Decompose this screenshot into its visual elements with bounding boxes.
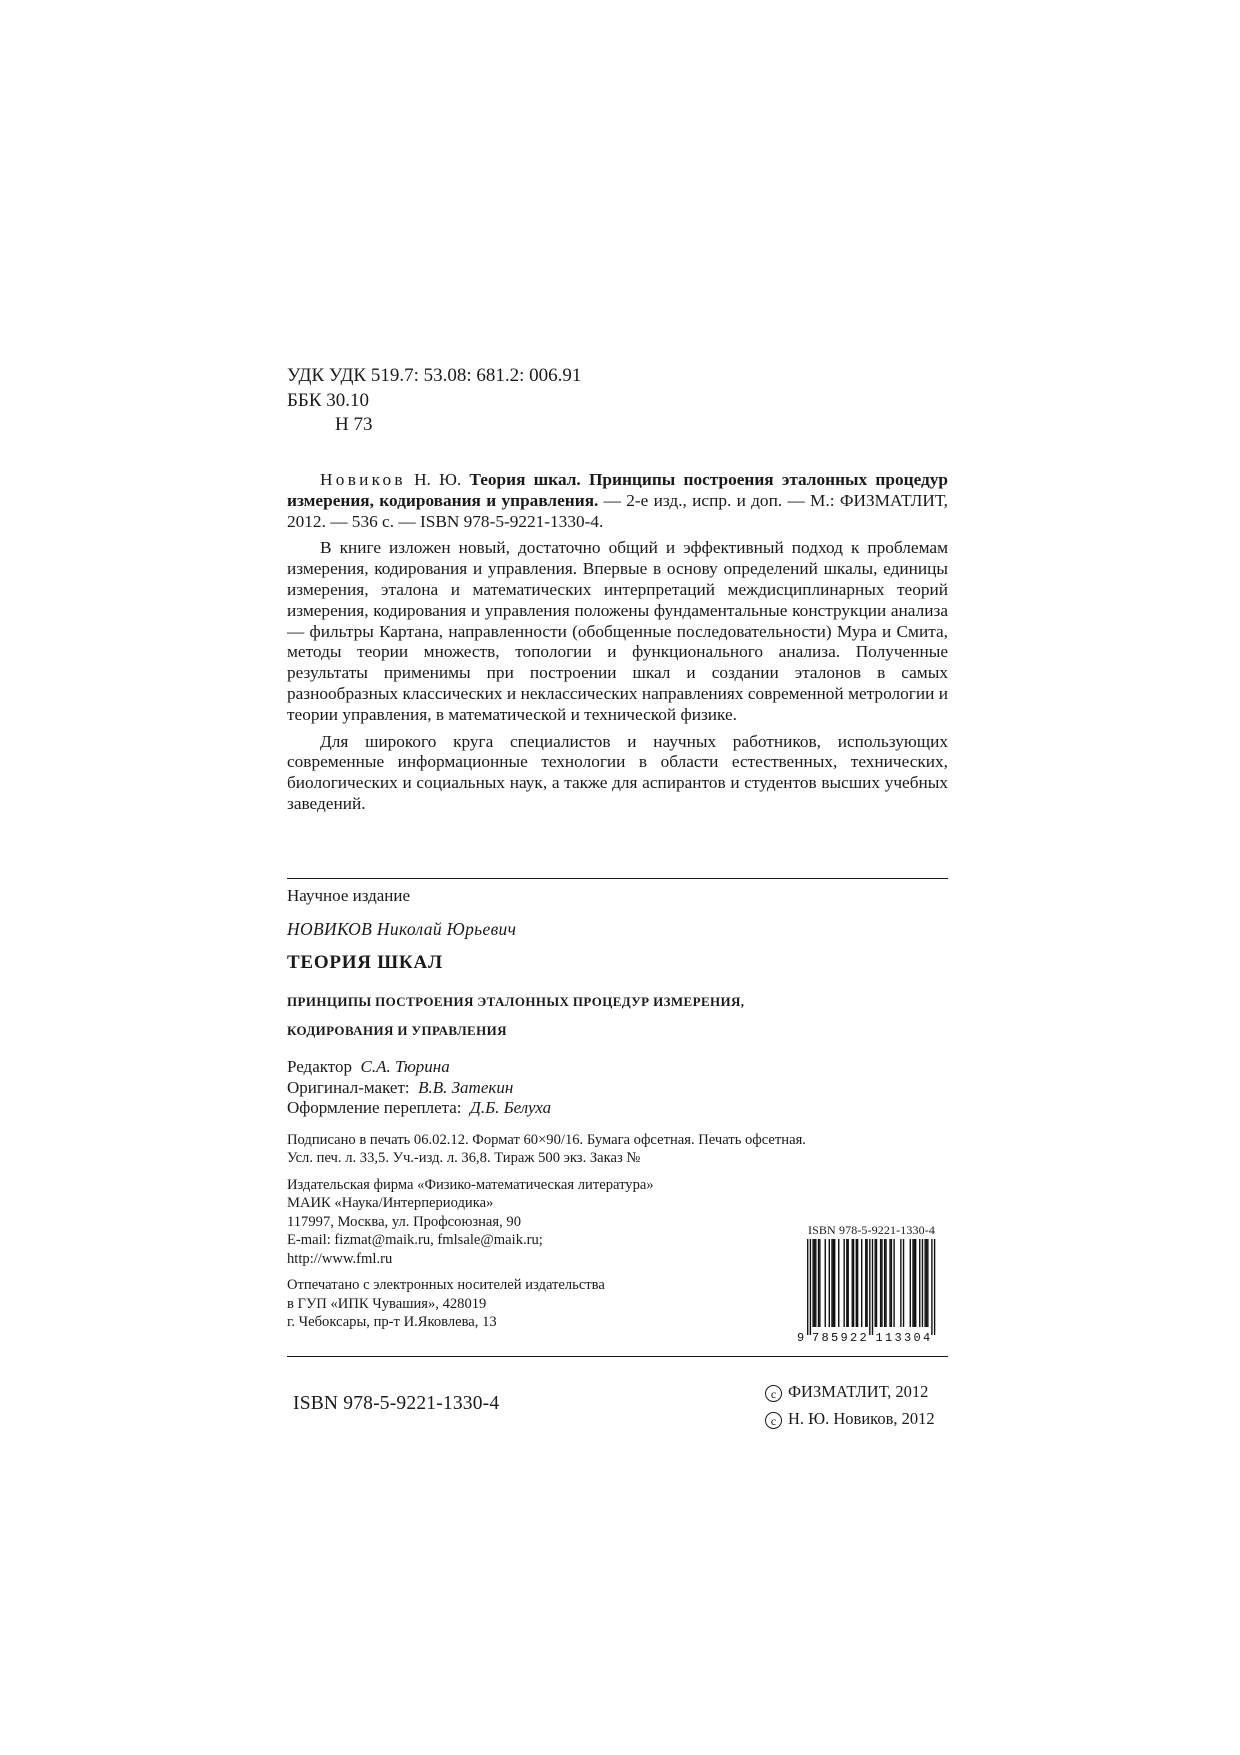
abstract-paragraph: В книге изложен новый, достаточно общий и эффективный подход к проблемам измерения, кодирования и управления. Впервые в основу определений шкалы, единицы измерения, эталона и математических интерпретаций междисциплинарных теорий измерения, кодирования и управления положены фундаментальные конструкции анализа — фильтры Картана, направленности (обобщенные последовательности) Мура и Смита, методы теории множеств, топологии и функционального анализа. Полученные результаты применимы при построении шкал и создании эталонов в самых разнообразных классических и неклассических направлениях современной метрологии и теории управления, в математической и технической физике. [287,538,948,724]
barcode-bar [848,1239,849,1327]
udk-code: УДК УДК 519.7: 53.08: 681.2: 006.91 [287,365,582,386]
copyright-publisher [765,1382,928,1402]
barcode-bar [825,1239,826,1327]
copyright-author [765,1409,935,1429]
barcode-bar [893,1239,894,1327]
print-info-line: Подписано в печать 06.02.12. Формат 60×90/16. Бумага офсетная. Печать офсетная. [287,1131,806,1148]
barcode-bar [884,1239,885,1327]
barcode-bars [795,1237,948,1347]
barcode-bar [876,1239,877,1327]
barcode-bar [934,1239,935,1335]
credit-role: Оформление переплета: [287,1098,462,1117]
barcode-bar [819,1239,820,1327]
citation-details: — 2-е изд., испр. и доп. — М.: ФИЗМАТЛИТ, 2012. — 536 с. — ISBN 978-5-9221-1330-4. [287,490,948,531]
barcode-digits-right: 113304 [875,1331,931,1345]
credit-person: С.А. Тюрина [360,1057,450,1076]
subtitle-line: КОДИРОВАНИЯ И УПРАВЛЕНИЯ [287,1023,507,1038]
barcode-bar [810,1239,811,1335]
barcode-bar [856,1239,857,1327]
barcode-bar [833,1239,834,1327]
barcode-bar [875,1239,876,1327]
imprint-subtitle [287,987,948,1045]
barcode-bar [912,1239,913,1327]
publisher-line: http://www.fml.ru [287,1250,393,1267]
printer-line: в ГУП «ИПК Чувашия», 428019 [287,1295,487,1312]
bbk-code: ББК 30.10 [287,389,369,411]
citation-title: Теория шкал. Принципы построения эталонных процедур измерения, кодирования и управления. [287,470,949,510]
barcode-bar [865,1239,866,1327]
barcode-bar [831,1239,832,1327]
citation-initials: Н. Ю. [405,470,470,489]
bottom-divider [287,1356,948,1357]
barcode-bar [846,1239,847,1327]
barcode-bar [931,1239,932,1335]
barcode-bar [812,1239,813,1327]
classification-codes [287,364,581,438]
barcode-bar [914,1239,915,1327]
barcode-bar [853,1239,854,1327]
printer-line: Отпечатано с электронных носителей издательства [287,1277,605,1293]
publisher-line: МАИК «Наука/Интерпериодика» [287,1195,494,1211]
copyright-icon: c [765,1412,782,1429]
credit-editor [287,1057,948,1078]
barcode-digits-left: 785922 [812,1331,867,1345]
barcode-bar [872,1239,873,1335]
credit-layout [287,1078,948,1099]
barcode-bar [903,1239,904,1327]
barcode-bar [869,1239,870,1335]
isbn-number: ISBN 978-5-9221-1330-4 [293,1393,500,1414]
subtitle-line: ПРИНЦИПЫ ПОСТРОЕНИЯ ЭТАЛОННЫХ ПРОЦЕДУР ИЗМЕРЕНИЯ, [287,994,745,1009]
barcode-isbn-label: ISBN 978-5-9221-1330-4 [808,1223,935,1237]
barcode-bar [866,1239,867,1327]
credit-person: В.В. Затекин [418,1077,514,1097]
author-name: Николай Юрьевич [376,919,517,939]
publisher-line: Издательская фирма «Физико-математическая литература» [287,1176,654,1193]
barcode-bar [881,1239,882,1327]
edition-kind: Научное издание [287,886,411,905]
isbn-barcode [795,1223,948,1348]
top-divider [287,878,948,879]
barcode-bar [843,1239,844,1327]
barcode-bar [815,1239,816,1327]
barcode-bar [818,1239,819,1327]
author-mark: Н 73 [335,414,373,435]
barcode-bar [814,1239,815,1327]
barcode-bar [861,1239,862,1327]
citation-author: Новиков [320,470,406,489]
barcode-bar [922,1239,923,1327]
printer-line: г. Чебоксары, пр-т И.Яковлева, 13 [287,1314,497,1330]
barcode-bar [910,1239,911,1327]
copyright-icon: c [765,1385,782,1402]
barcode-bar [838,1239,839,1327]
publisher-line: 117997, Москва, ул. Профсоюзная, 90 [287,1213,522,1230]
barcode-bar [924,1239,925,1327]
barcode-bar [885,1239,886,1327]
barcode-digit-lead: 9 [797,1331,805,1345]
copyright-text: ФИЗМАТЛИТ, 2012 [788,1382,929,1401]
imprint-title: ТЕОРИЯ ШКАЛ [287,952,443,973]
barcode-bar [927,1239,928,1327]
audience-paragraph: Для широкого круга специалистов и научных работников, использующих современные информационные технологии в области естественных, технических, биологических и социальных наук, а также для аспирантов и студентов высших учебных заведений. [287,731,948,813]
barcode-bar [834,1239,835,1327]
barcode-bar [891,1239,892,1327]
credit-cover [287,1098,948,1119]
publisher-line: E-mail: fizmat@maik.ru, fmlsale@maik.ru; [287,1232,543,1248]
barcode-bar [807,1239,808,1335]
author-surname: НОВИКОВ [287,919,373,939]
barcode-bar [915,1239,916,1327]
print-info-line: Усл. печ. л. 33,5. Уч.-изд. л. 36,8. Тираж 500 экз. Заказ № [287,1150,641,1166]
credit-person: Д.Б. Белуха [470,1098,552,1117]
credits [287,1057,948,1119]
barcode-bar [852,1239,853,1327]
barcode-bar [880,1239,881,1327]
barcode-bar [829,1239,830,1327]
credit-role: Оригинал-макет: [287,1077,410,1097]
barcode-bar [857,1239,858,1327]
bibliographic-citation [287,470,948,532]
barcode-bar [900,1239,901,1327]
barcode-bar [889,1239,890,1327]
print-info [287,1131,948,1168]
barcode-bar [926,1239,927,1327]
copyright-text: Н. Ю. Новиков, 2012 [788,1409,935,1428]
credit-role: Редактор [287,1057,352,1076]
barcode-bar [919,1239,920,1327]
annotation-block [287,470,948,815]
imprint-author [287,919,948,939]
